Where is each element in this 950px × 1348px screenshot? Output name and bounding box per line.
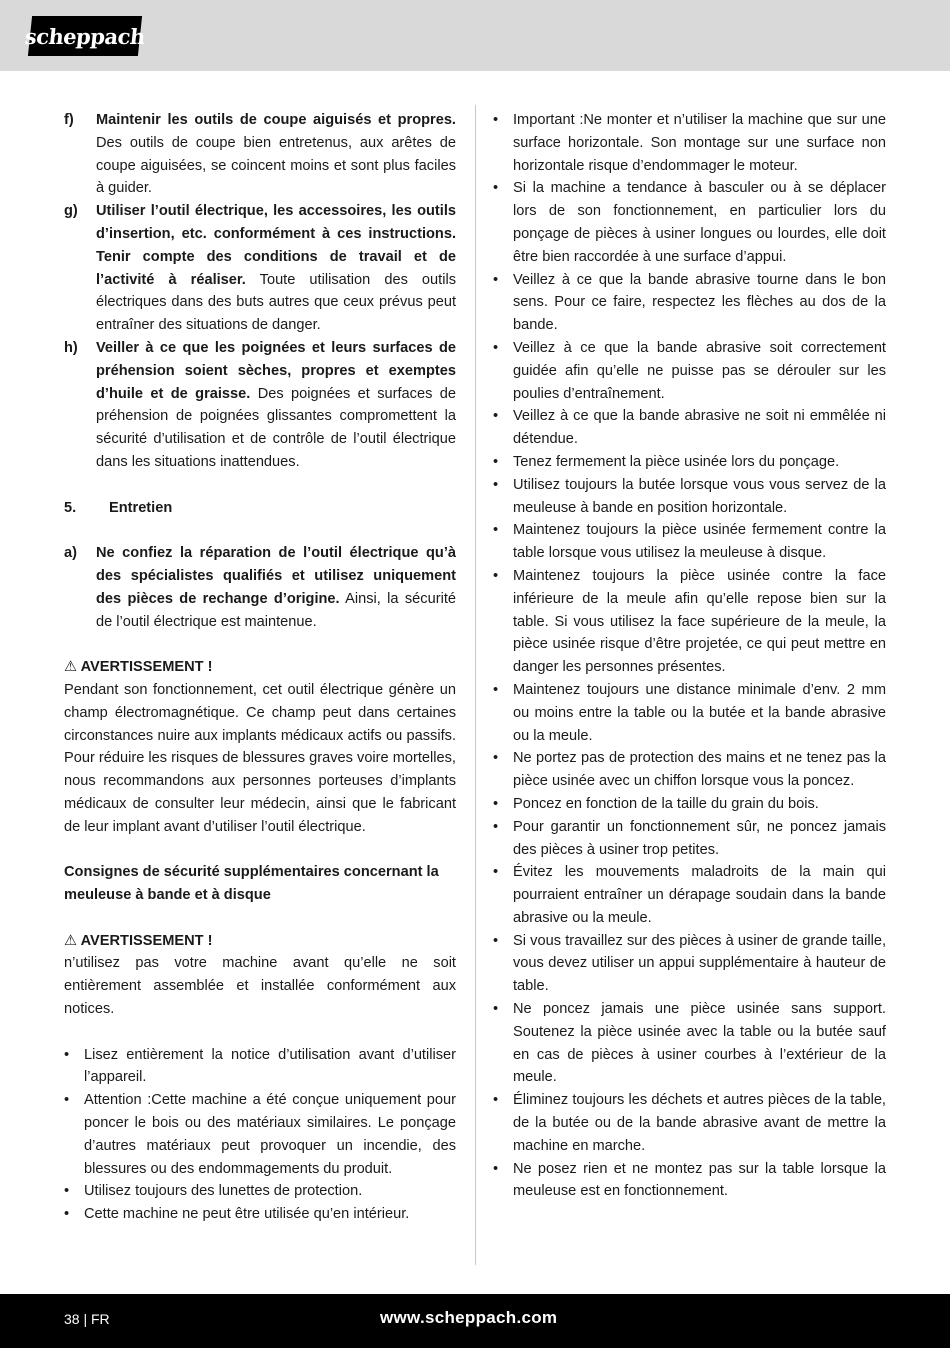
item-bold-text: Ne confiez la réparation de l’outil électrique qu’à des spécialistes qualifiés et utilisez uniquement des pièces de rechange d’origine. <box>96 545 456 607</box>
item-label: h) <box>64 339 78 356</box>
left-bullet-list <box>64 1044 456 1226</box>
bullet-item <box>493 451 886 474</box>
right-column <box>493 109 886 1203</box>
bullet-item <box>493 998 886 1089</box>
bullet-text: Veillez à ce que la bande abrasive ne soit ni emmêlée ni détendue. <box>513 408 886 448</box>
section-number: 5. <box>64 499 77 516</box>
consignes-heading: Consignes de sécurité supplémentaires concernant la meuleuse à bande et à disque <box>64 864 439 904</box>
bullet-icon: • <box>493 818 499 835</box>
bullet-text: Utilisez toujours la butée lorsque vous vous servez de la meuleuse à bande en position horizontale. <box>513 476 886 516</box>
bullet-icon: • <box>493 453 499 470</box>
item-text: Ainsi, la sécurité de l’outil électrique est maintenue. <box>96 590 456 630</box>
bullet-icon: • <box>493 1001 499 1018</box>
bullet-text: Veillez à ce que la bande abrasive soit correctement guidée afin qu’elle ne puisse pas se dérouler sur les poulies d’entraînement. <box>513 339 886 402</box>
section-title: Entretien <box>109 499 173 516</box>
bullet-text: Ne poncez jamais une pièce usinée sans support. Soutenez la pièce usinée avec la table ou la butée sauf en cas de pièces à usiner courbes à l’extérieur de la meule. <box>513 1001 886 1086</box>
bullet-item <box>493 861 886 929</box>
bullet-text: Cette machine ne peut être utilisée qu’en intérieur. <box>84 1206 410 1223</box>
bullet-icon: • <box>64 1206 70 1223</box>
bullet-item <box>64 1180 456 1203</box>
item-label: g) <box>64 203 78 220</box>
bullet-icon: • <box>493 932 499 949</box>
bullet-icon: • <box>64 1092 70 1109</box>
list-item <box>64 542 456 633</box>
warning-text: n’utilisez pas votre machine avant qu’elle ne soit entièrement assemblée et installée conformément aux notices. <box>64 955 456 1018</box>
column-divider <box>475 105 476 1265</box>
warning-title: ⚠ AVERTISSEMENT ! <box>64 932 213 949</box>
bullet-text: Utilisez toujours des lunettes de protection. <box>84 1183 363 1200</box>
item-label: a) <box>64 545 77 562</box>
bullet-text: Si vous travaillez sur des pièces à usiner de grande taille, vous devez utiliser un appui supplémentaire à hauteur de table. <box>513 932 886 995</box>
bullet-text: Veillez à ce que la bande abrasive tourne dans le bon sens. Pour ce faire, respectez les flèches au dos de la bande. <box>513 271 886 334</box>
item-bold-text: Maintenir les outils de coupe aiguisés et propres. <box>96 112 456 128</box>
bullet-item <box>64 1203 456 1226</box>
bullet-icon: • <box>493 864 499 881</box>
bullet-item <box>493 519 886 565</box>
bullet-icon: • <box>493 271 499 288</box>
bullet-icon: • <box>493 476 499 493</box>
bullet-text: Évitez les mouvements maladroits de la main qui pourraient entraîner un dérapage soudain dans la bande abrasive ou la meule. <box>513 864 886 926</box>
section-heading <box>64 497 456 520</box>
bullet-icon: • <box>493 180 499 197</box>
bullet-text: Lisez entièrement la notice d’utilisation avant d’utiliser l’appareil. <box>84 1046 456 1086</box>
bullet-text: Pour garantir un fonctionnement sûr, ne poncez jamais des pièces à usiner trop petites. <box>513 818 886 858</box>
bullet-text: Poncez en fonction de la taille du grain du bois. <box>513 795 819 812</box>
bullet-icon: • <box>493 522 499 539</box>
list-item <box>64 109 456 200</box>
bullet-text: Maintenez toujours la pièce usinée fermement contre la table lorsque vous utilisez la meuleuse à disque. <box>513 522 886 562</box>
bullet-item <box>493 747 886 793</box>
item-label: f) <box>64 112 74 128</box>
bullet-icon: • <box>64 1046 70 1063</box>
list-item <box>64 200 456 337</box>
bullet-text: Maintenez toujours une distance minimale d’env. 2 mm ou moins entre la table ou la butée et la bande abrasive ou la meule. <box>513 681 886 744</box>
page-footer <box>0 1294 950 1348</box>
bullet-item <box>493 565 886 679</box>
bullet-icon: • <box>493 112 499 128</box>
bullet-item <box>493 793 886 816</box>
scheppach-logo: scheppach <box>28 16 142 56</box>
bullet-item <box>493 1089 886 1157</box>
bullet-icon: • <box>493 339 499 356</box>
bullet-icon: • <box>493 795 499 812</box>
bullet-item <box>493 269 886 337</box>
bullet-item <box>493 405 886 451</box>
item-text: Des outils de coupe bien entretenus, aux arêtes de coupe aiguisées, se coincent moins et sont plus faciles à guider. <box>96 134 456 197</box>
bullet-icon: • <box>493 1092 499 1109</box>
item-text: Toute utilisation des outils électriques dans des buts autres que ceux prévus peut entraîner des situations de danger. <box>96 271 456 334</box>
item-text: Des poignées et surfaces de préhension de poignées glissantes compromettent la sécurité d’utilisation et de contrôle de l’outil électrique dans les situations inattendues. <box>96 385 456 470</box>
item-bold-text: Veiller à ce que les poignées et leurs surfaces de préhension soient sèches, propres et exemptes d’huile et de graisse. <box>96 339 456 402</box>
bullet-text: Ne portez pas de protection des mains et ne tenez pas la pièce usinée avec un chiffon lorsque vous la poncez. <box>513 750 886 790</box>
bullet-text: Si la machine a tendance à basculer ou à se déplacer lors de son fonctionnement, en particulier lors du ponçage de pièces à usiner longues ou lourdes, elle doit être bien raccordée à une surface d’appui. <box>513 180 886 265</box>
warning-text: Pendant son fonctionnement, cet outil électrique génère un champ électromagnétique. Ce champ peut dans certaines circonstances nuire aux implants médicaux actifs ou passifs. Pour réduire les risques de blessures graves voire mortelles, nous recommandons aux personnes porteuses d’implants médicaux de consulter leur médecin, ainsi que le fabricant de leur implant avant d’utiliser l’outil électrique. <box>64 681 456 835</box>
warning-title: ⚠ AVERTISSEMENT ! <box>64 659 213 676</box>
bullet-text: Maintenez toujours la pièce usinée contre la face inférieure de la meule afin qu’elle repose bien sur la table. Si vous utilisez la face supérieure de la meule, la pièce usinée risque d’être projetée, ce qui peut mettre en danger les personnes présentes. <box>513 567 886 676</box>
bullet-text: Éliminez toujours les déchets et autres pièces de la table, de la butée ou de la bande abrasive avant de mettre la machine en marche. <box>513 1092 886 1154</box>
bullet-icon: • <box>493 408 499 425</box>
bullet-text: Important :Ne monter et n’utiliser la machine que sur une surface horizontale. Son montage sur une surface non horizontale risque d’endommager le moteur. <box>513 112 886 174</box>
bullet-item <box>493 930 886 998</box>
bullet-icon: • <box>64 1183 70 1200</box>
bullet-icon: • <box>493 750 499 767</box>
bullet-text: Ne posez rien et ne montez pas sur la table lorsque la meuleuse est en fonctionnement. <box>513 1160 886 1200</box>
bullet-text: Tenez fermement la pièce usinée lors du ponçage. <box>513 453 840 470</box>
bullet-item <box>493 177 886 268</box>
bullet-item <box>64 1044 456 1090</box>
left-column <box>64 109 456 1226</box>
bullet-item <box>493 816 886 862</box>
bullet-item <box>493 109 886 177</box>
bullet-icon: • <box>493 567 499 584</box>
list-item <box>64 337 456 474</box>
bullet-item <box>493 337 886 405</box>
bullet-item <box>493 1158 886 1204</box>
bullet-text: Attention :Cette machine a été conçue uniquement pour poncer le bois ou des matériaux similaires. Le ponçage d’autres matériaux peut provoquer un incendie, des blessures ou des endommagements du produit. <box>84 1092 456 1177</box>
bullet-item <box>493 474 886 520</box>
page-header <box>0 0 950 71</box>
bullet-icon: • <box>493 681 499 698</box>
page-number: 38 | FR <box>64 1311 110 1327</box>
item-bold-text: Utiliser l’outil électrique, les accessoires, les outils d’insertion, etc. conformément à ces instructions. Tenir compte des conditions de travail et de l’activité à réaliser. <box>96 203 456 288</box>
bullet-item <box>64 1089 456 1180</box>
bullet-icon: • <box>493 1160 499 1177</box>
bullet-item <box>493 679 886 747</box>
website-link[interactable]: www.scheppach.com <box>380 1308 558 1327</box>
